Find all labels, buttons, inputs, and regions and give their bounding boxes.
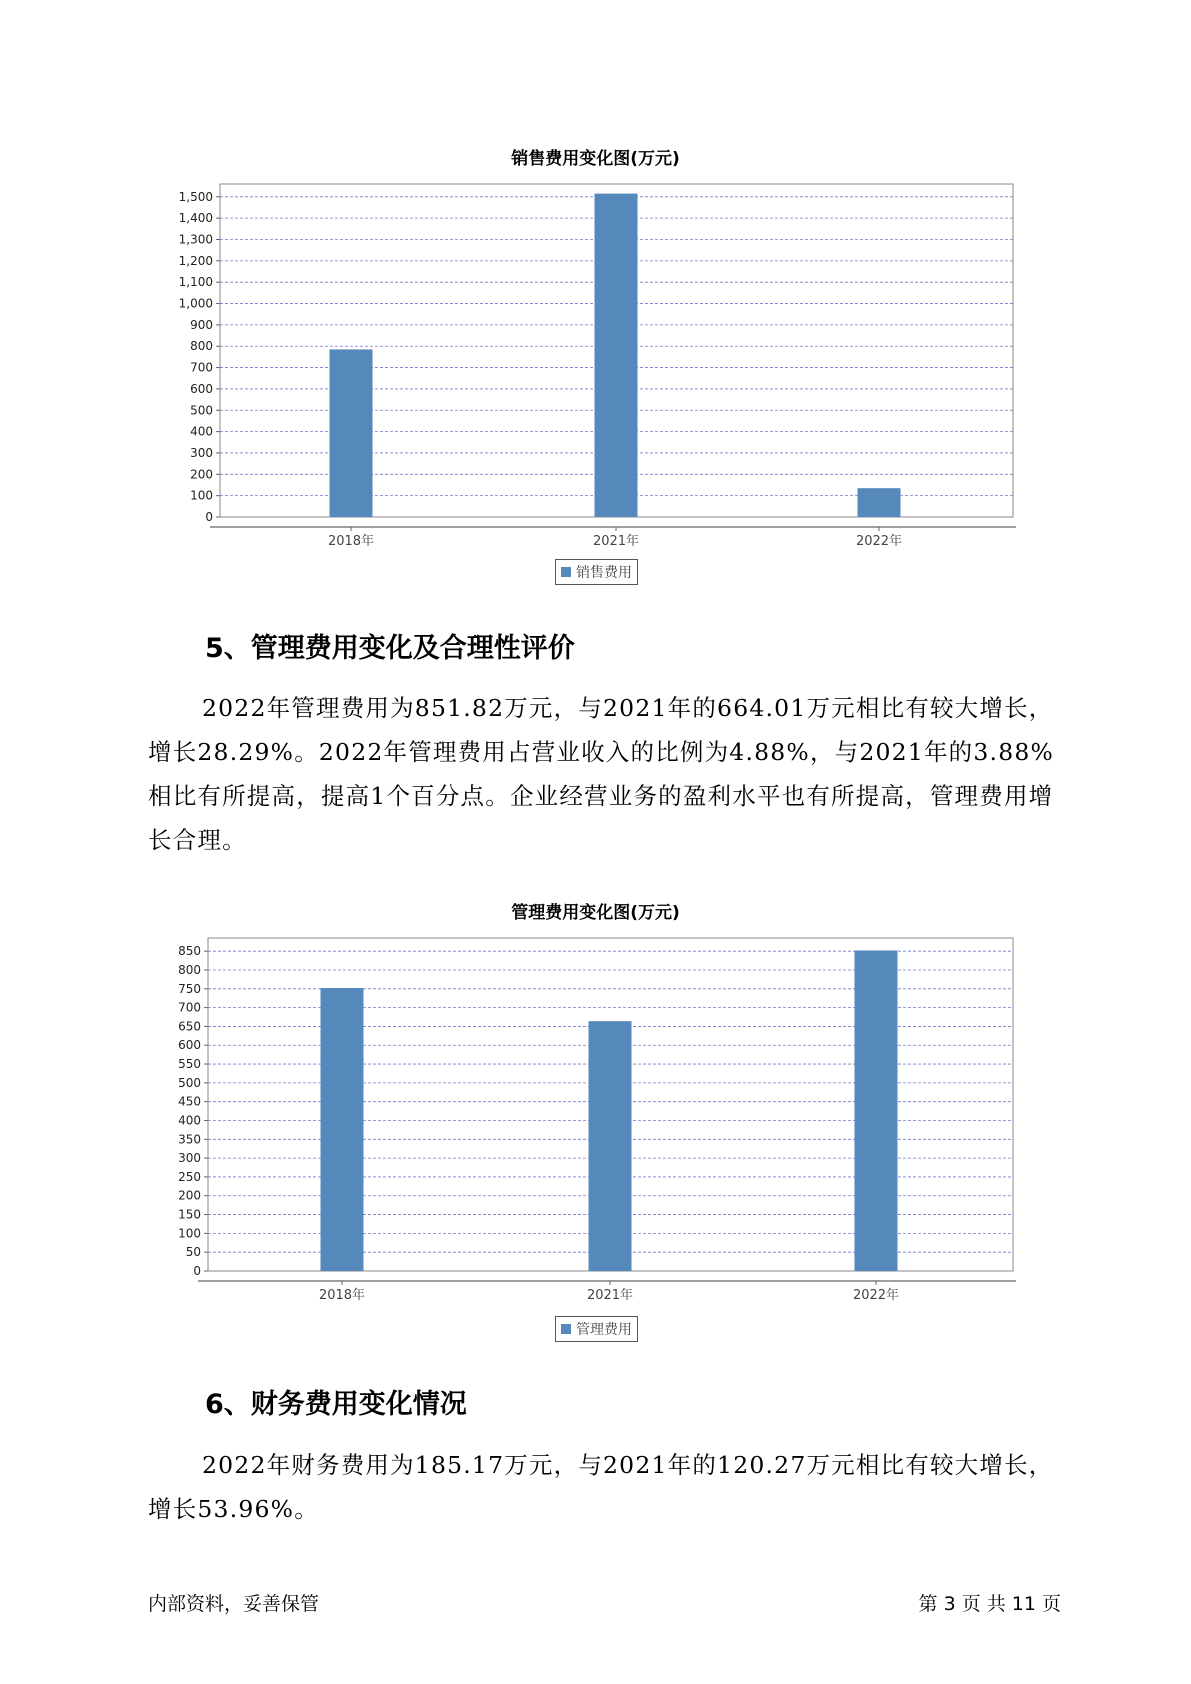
bar-2021年 [595,194,638,517]
chart-title-admin: 管理费用变化图(万元) [511,903,680,923]
y-tick-label: 100 [190,488,213,503]
y-tick-label: 700 [178,1000,201,1015]
y-tick-label: 800 [178,962,201,977]
chart-title-sales: 销售费用变化图(万元) [511,149,680,169]
y-tick-label: 400 [178,1113,201,1128]
y-tick-label: 700 [190,360,213,375]
x-tick-label: 2018年 [318,1288,366,1303]
y-tick-label: 1,100 [178,275,213,290]
y-tick-label: 600 [178,1038,201,1053]
y-tick-label: 850 [178,944,201,959]
y-tick-label: 600 [190,381,213,396]
y-tick-label: 300 [178,1151,201,1166]
y-tick-label: 350 [178,1132,201,1147]
y-tick-label: 200 [178,1188,201,1203]
y-tick-label: 750 [178,981,201,996]
y-tick-label: 0 [205,510,213,524]
legend-swatch-icon [561,1324,571,1334]
y-tick-label: 200 [190,467,213,482]
y-tick-label: 400 [190,424,213,439]
y-tick-label: 100 [178,1226,201,1241]
x-tick-label: 2022年 [852,1288,900,1303]
y-tick-label: 900 [190,317,213,332]
section-heading-5: 5、管理费用变化及合理性评价 [205,633,575,664]
y-tick-label: 1,400 [178,211,213,226]
plot-area [220,184,1013,517]
y-tick-label: 800 [190,339,213,354]
plot-area [208,938,1013,1271]
section-heading-6: 6、财务费用变化情况 [205,1389,467,1420]
x-tick-label: 2022年 [855,534,903,549]
bar-2018年 [321,988,364,1271]
footer-page-number: 第 3 页 共 11 页 [918,1593,1061,1615]
x-tick-label: 2021年 [592,534,640,549]
y-tick-label: 550 [178,1057,201,1072]
bar-2021年 [589,1021,632,1271]
legend-label-admin: 管理费用 [576,1321,632,1338]
y-tick-label: 500 [178,1075,201,1090]
footer-note: 内部资料，妥善保管 [148,1593,320,1615]
y-tick-label: 150 [178,1207,201,1222]
x-tick-label: 2021年 [586,1288,634,1303]
section-text-6: 2022年财务费用为185.17万元，与2021年的120.27万元相比有较大增长，增长53.96%。 [148,1451,1054,1523]
y-tick-label: 1,000 [178,296,213,311]
bar-2022年 [855,950,898,1271]
section-text-5: 2022年管理费用为851.82万元，与2021年的664.01万元相比有较大增长，增长28.29%。2022年管理费用占营业收入的比例为4.88%，与2021年的3.88%相比有所提高，提高1个百分点。企业经营业务的盈利水平也有所提高，管理费用增长合理。 [148,694,1055,854]
y-tick-label: 250 [178,1169,201,1184]
legend-swatch-icon [561,567,571,577]
y-tick-label: 300 [190,445,213,460]
y-tick-label: 1,500 [178,189,213,204]
bar-2022年 [858,488,901,517]
legend-sales [555,559,638,585]
y-tick-label: 650 [178,1019,201,1034]
bar-2018年 [330,349,373,517]
y-tick-label: 450 [178,1094,201,1109]
y-tick-label: 50 [185,1245,201,1260]
y-tick-label: 1,300 [178,232,213,247]
y-tick-label: 0 [193,1264,201,1278]
y-tick-label: 1,200 [178,253,213,268]
legend-admin [555,1316,638,1342]
x-tick-label: 2018年 [327,534,375,549]
y-tick-label: 500 [190,403,213,418]
legend-label-sales: 销售费用 [576,564,632,581]
